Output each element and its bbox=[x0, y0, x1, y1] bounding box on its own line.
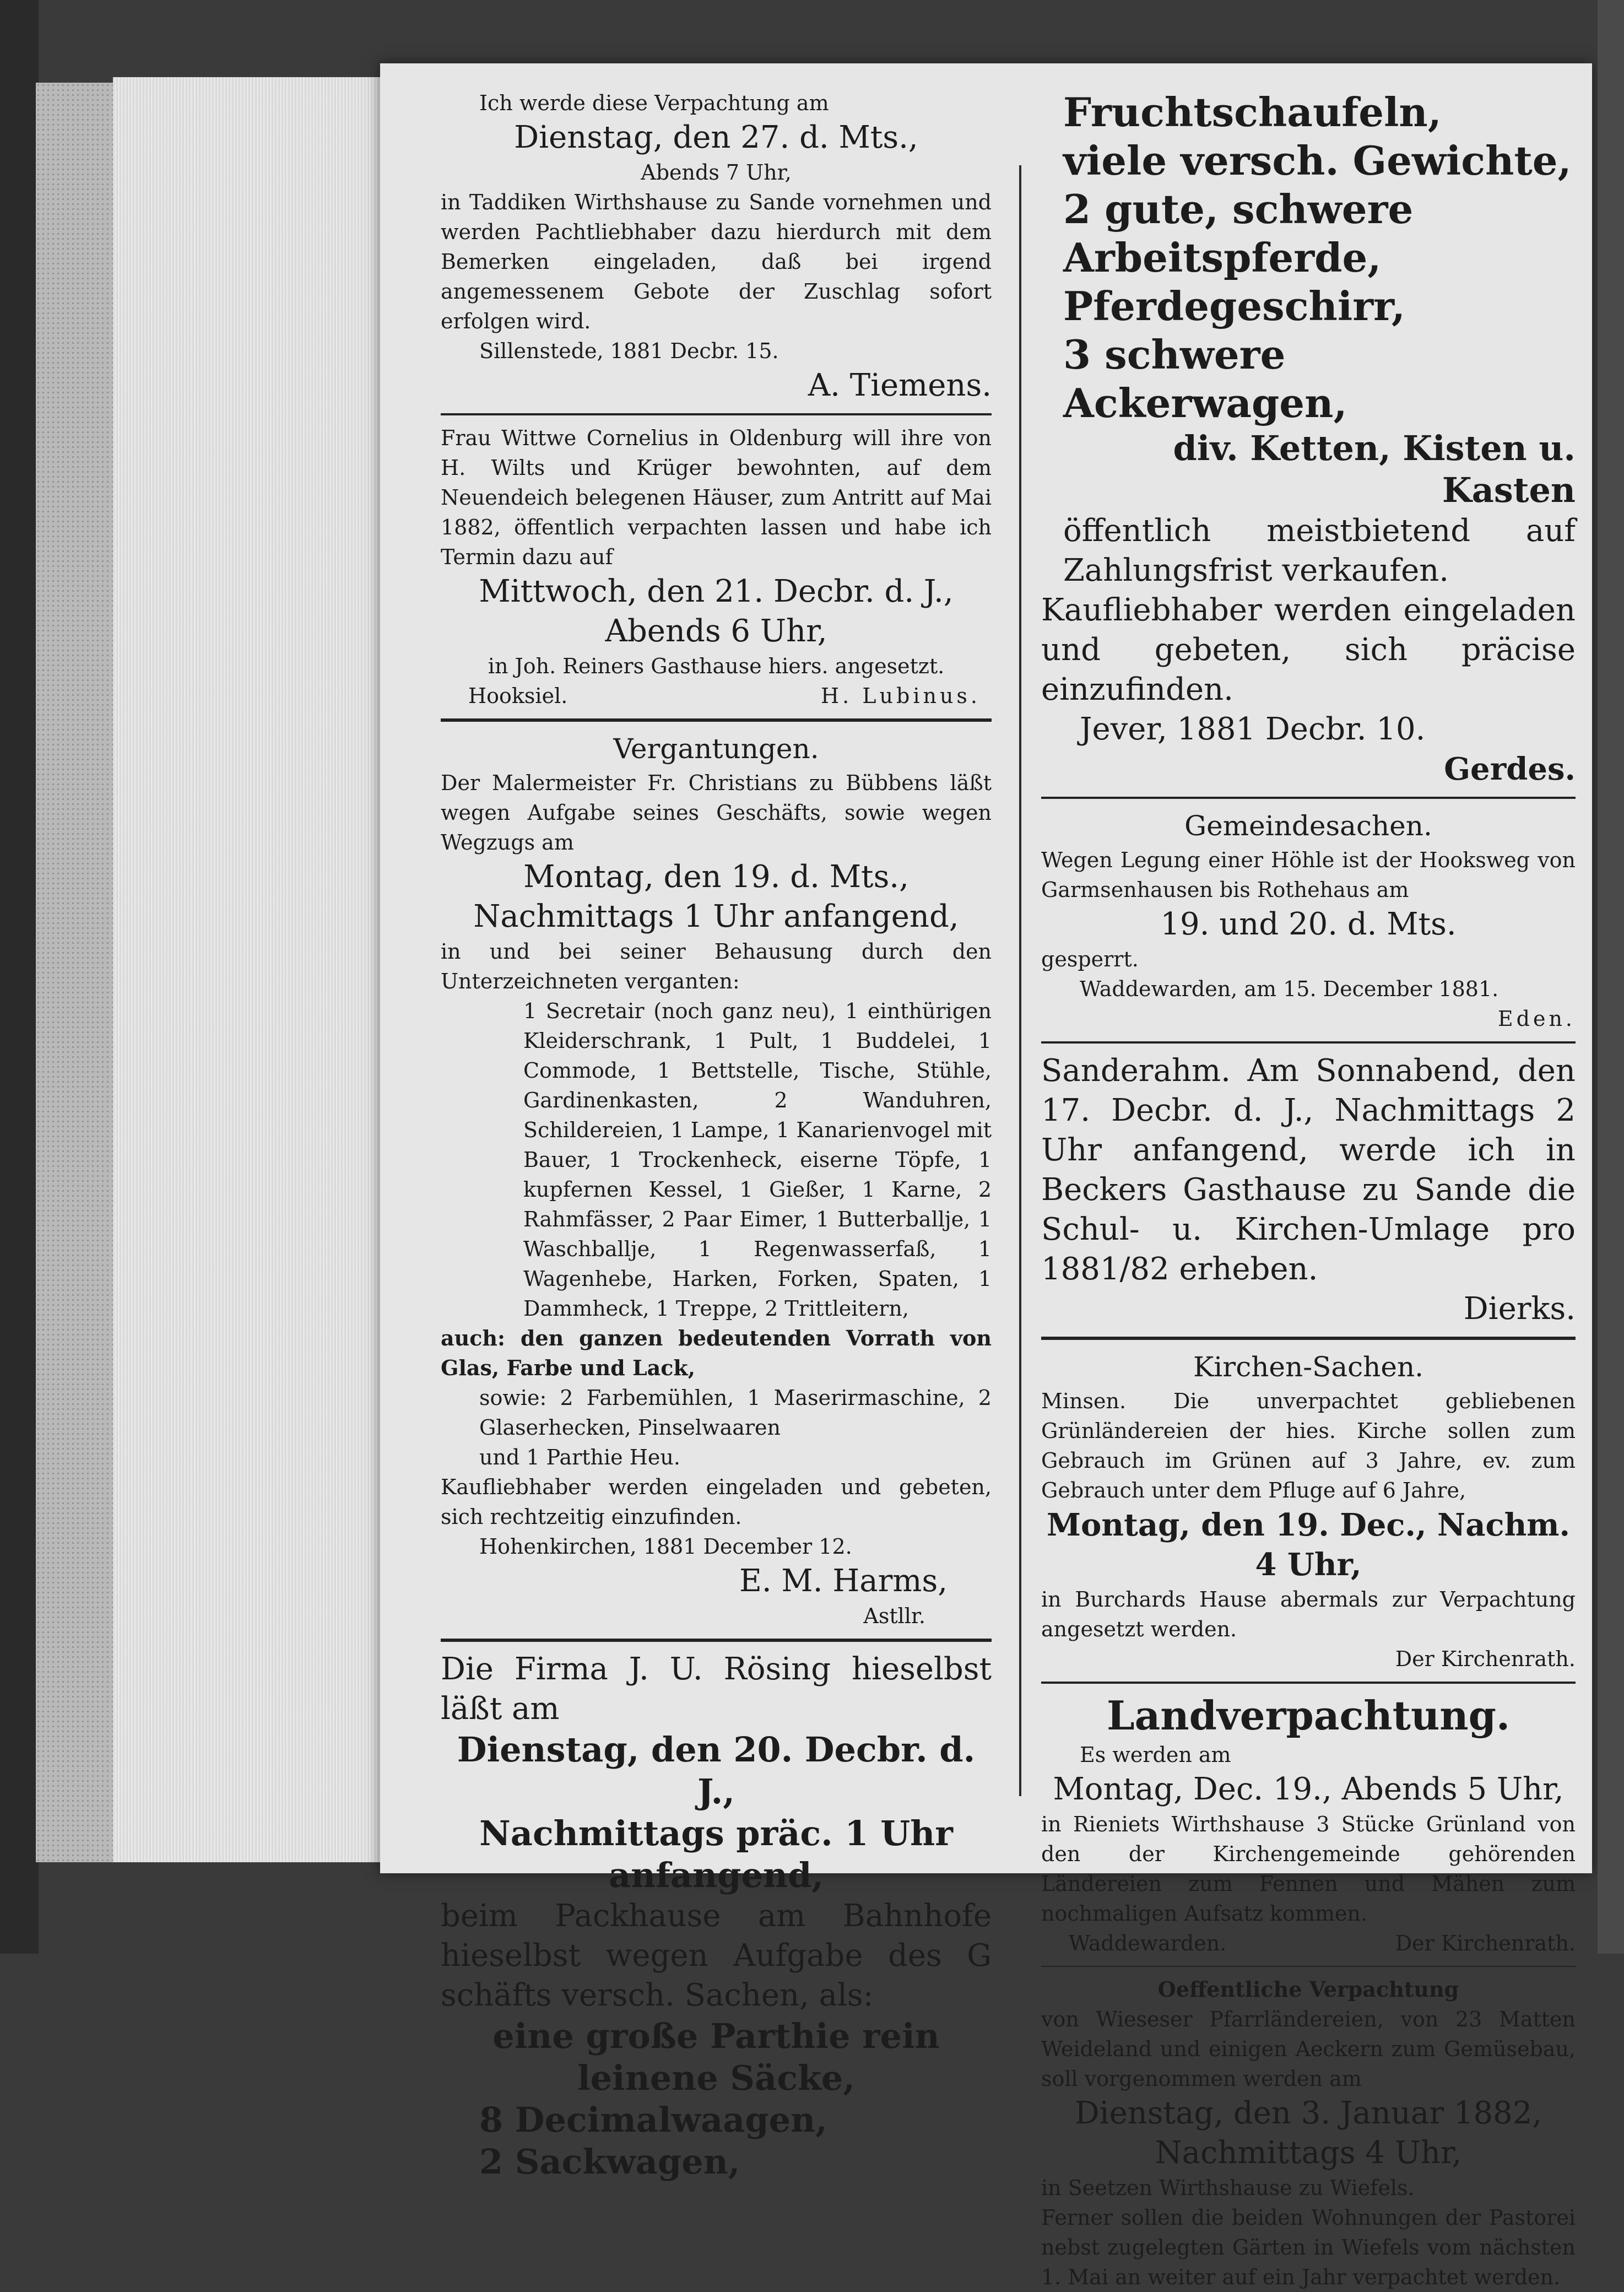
line3: 2 gute, schwere Arbeitspferde, bbox=[1063, 186, 1414, 281]
line6: div. Ketten, Kisten u. Kasten bbox=[1173, 428, 1576, 510]
page-edges bbox=[113, 77, 399, 1862]
heading: Oeffentliche Verpachtung bbox=[1157, 1977, 1459, 2002]
line2: viele versch. Gewichte, bbox=[1063, 137, 1572, 184]
place: Sillenstede, 1881 Decbr. 15. bbox=[479, 339, 779, 363]
signature: Eden. bbox=[1497, 1007, 1576, 1031]
body: Sanderahm. Am Sonnabend, den 17. Decbr. d. J., Nachmittags 2 Uhr anfangend, werde ich in Beckers Gasthause zu Sande die Schul- u. Kirchen-Umlage pro 1881/82 erheben. bbox=[1041, 1053, 1576, 1287]
line8: Kaufliebhaber werden eingeladen und gebeten, sich präcise einzufinden. bbox=[1041, 592, 1576, 707]
signature: H. Lubinus. bbox=[820, 684, 981, 708]
signature: A. Tiemens. bbox=[808, 367, 992, 403]
und: und 1 Parthie Heu. bbox=[479, 1445, 680, 1469]
line7: öffentlich meistbietend auf Zahlungsfrist verkaufen. bbox=[1063, 513, 1576, 588]
place: Hohenkirchen, 1881 December 12. bbox=[479, 1534, 852, 1559]
date: Dienstag, den 27. d. Mts., bbox=[514, 120, 918, 155]
notice-landverpachtung bbox=[1041, 1691, 1576, 1958]
notice-gerdes bbox=[1041, 88, 1576, 789]
body2: in Burchards Hause abermals zur Verpachtung angesetzt werden. bbox=[1041, 1587, 1576, 1641]
divider bbox=[1041, 1041, 1576, 1044]
divider bbox=[1041, 797, 1576, 799]
body: von Wieseser Pfarrländereien, von 23 Matten Weideland und einigen Aeckern zum Gemüsebau, soll vorgenommen werden am bbox=[1041, 2007, 1576, 2091]
column-divider bbox=[1019, 165, 1021, 1796]
time: Nachmittags 1 Uhr anfangend, bbox=[473, 899, 959, 934]
line5: 3 schwere Ackerwagen, bbox=[1063, 331, 1347, 426]
place: Waddewarden, am 15. December 1881. bbox=[1080, 977, 1499, 1001]
date: Dienstag, den 3. Januar 1882, bbox=[1074, 2095, 1542, 2131]
auch: auch: den ganzen bedeutenden Vorrath von Glas, Farbe und Lack, bbox=[441, 1326, 992, 1380]
signature: Der Kirchenrath. bbox=[1395, 1931, 1576, 1955]
line2: Dienstag, den 20. Decbr. d. J., bbox=[457, 1729, 976, 1812]
place: Hooksiel. bbox=[468, 684, 568, 708]
time: Nachmittags 4 Uhr, bbox=[1155, 2135, 1462, 2171]
line1: Die Firma J. U. Rösing hieselbst läßt am bbox=[441, 1651, 992, 1727]
signature: Gerdes. bbox=[1444, 751, 1576, 787]
intro: Es werden am bbox=[1080, 1743, 1231, 1767]
items: 1 Secretair (noch ganz neu), 1 einthürigen Kleiderschrank, 1 Pult, 1 Buddelei, 1 Commode, 1 Bettstelle, Tische, Stühle, Gardinenkasten, 2 Wanduhren, Schildereien, 1 Lampe, 1 Kanarienvogel mit Bauer, 1 Trockenheck, eiserne Töpfe, 1 kupfernen Kessel, 1 Gießer, 1 Karne, 2 Rahmfässer, 2 Paar Eimer, 1 Butterballje, 1 Waschballje, 1 Regenwasserfaß, 1 Wagenhebe, Harken, Forken, Spaten, 1 Dammheck, 1 Treppe, 2 Trittleitern, bbox=[523, 999, 992, 1321]
notice-gemeindesachen bbox=[1041, 807, 1576, 1034]
notice-kirchensachen bbox=[1041, 1348, 1576, 1674]
time: Abends 6 Uhr, bbox=[605, 613, 827, 649]
heading: Landverpachtung. bbox=[1106, 1692, 1511, 1739]
notice-cornelius bbox=[441, 423, 992, 711]
place: Jever, 1881 Decbr. 10. bbox=[1080, 711, 1426, 747]
body: Der Malermeister Fr. Christians zu Bübbens läßt wegen Aufgabe seines Geschäfts, sowie wegen Wegzugs am bbox=[441, 771, 992, 855]
location: in Seetzen Wirthshause zu Wiefels. bbox=[1041, 2176, 1415, 2200]
left-column bbox=[441, 88, 992, 2183]
notice-vergantungen bbox=[441, 729, 992, 1631]
divider bbox=[441, 718, 992, 722]
body: in Rieniets Wirthshause 3 Stücke Grünland von den der Kirchengemeinde gehörenden Ländereien zum Fennen und Mähen zum nochmaligen Aufsatz kommen. bbox=[1041, 1812, 1576, 1926]
body: in Taddiken Wirthshause zu Sande vornehmen und werden Pachtliebhaber dazu hierdurch mit dem Bemerken eingeladen, daß bei irgend angemessenem Gebote der Zuschlag sofort erfolgen wird. bbox=[441, 190, 992, 333]
divider bbox=[1041, 1682, 1576, 1684]
body: Minsen. Die unverpachtet gebliebenen Grünländereien der hies. Kirche sollen zum Gebrauch im Grünen auf 3 Jahre, ev. zum Gebrauch unter dem Pfluge auf 6 Jahre, bbox=[1041, 1389, 1576, 1502]
divider bbox=[1041, 1337, 1576, 1340]
line1: Fruchtschaufeln, bbox=[1063, 89, 1442, 136]
sowie: sowie: 2 Farbemühlen, 1 Maserirmaschine, 2 Glaserhecken, Pinselwaaren bbox=[479, 1386, 992, 1440]
date: 19. und 20. d. Mts. bbox=[1160, 906, 1457, 942]
date: Montag, Dec. 19., Abends 5 Uhr, bbox=[1053, 1771, 1564, 1807]
background-right bbox=[1598, 0, 1624, 1954]
place: Waddewarden. bbox=[1069, 1931, 1227, 1955]
closed: gesperrt. bbox=[1041, 947, 1139, 971]
signature: E. M. Harms, bbox=[739, 1563, 948, 1599]
line3: Nachmittags präc. 1 Uhr anfangend, bbox=[479, 1813, 953, 1895]
body: Frau Wittwe Cornelius in Oldenburg will ihre von H. Wilts und Krüger bewohnten, auf dem Neuendeich belegenen Häuser, zum Antritt auf Mai 1882, öffentlich verpachten lassen und habe ich Termin dazu auf bbox=[441, 426, 992, 569]
date: Montag, den 19. Dec., Nachm. 4 Uhr, bbox=[1046, 1507, 1571, 1583]
heading: Vergantungen. bbox=[613, 733, 819, 765]
location: in Joh. Reiners Gasthause hiers. angesetzt. bbox=[488, 654, 945, 678]
date: Montag, den 19. d. Mts., bbox=[523, 859, 909, 895]
book-cover-edge bbox=[36, 83, 124, 1862]
body: Wegen Legung einer Höhle ist der Hooksweg von Garmsenhausen bis Rothehaus am bbox=[1041, 848, 1576, 902]
invite: Kaufliebhaber werden eingeladen und gebeten, sich rechtzeitig einzufinden. bbox=[441, 1475, 992, 1529]
heading: Kirchen-Sachen. bbox=[1193, 1351, 1424, 1383]
divider bbox=[441, 1639, 992, 1642]
line4: Pferdegeschirr, bbox=[1063, 283, 1405, 329]
divider bbox=[441, 413, 992, 415]
notice-roesing bbox=[441, 1650, 992, 2183]
notice-oeffentliche-verpachtung bbox=[1041, 1975, 1576, 2292]
line4: beim Packhause am Bahnhofe hieselbst wegen Aufgabe des G schäfts versch. Sachen, als: bbox=[441, 1898, 992, 2013]
time: Abends 7 Uhr, bbox=[641, 160, 792, 185]
notice-tiemens bbox=[441, 88, 992, 406]
notice-sanderahm bbox=[1041, 1051, 1576, 1329]
signature: Der Kirchenrath. bbox=[1395, 1647, 1576, 1671]
signature: Dierks. bbox=[1463, 1291, 1576, 1327]
signature-title: Astllr. bbox=[863, 1604, 925, 1628]
date: Mittwoch, den 21. Decbr. d. J., bbox=[479, 574, 954, 609]
line7: 2 Sackwagen, bbox=[479, 2142, 740, 2182]
body2: in und bei seiner Behausung durch den Unterzeichneten verganten: bbox=[441, 939, 992, 993]
footer bbox=[441, 681, 992, 711]
heading: Gemeindesachen. bbox=[1184, 810, 1432, 842]
background-left bbox=[0, 0, 39, 1954]
body2: Ferner sollen die beiden Wohnungen der Pastorei nebst zugelegten Gärten in Wiefels vom nächsten 1. Mai an weiter auf ein Jahr verpachtet werden. bbox=[1041, 2205, 1576, 2289]
intro: Ich werde diese Verpachtung am bbox=[479, 91, 829, 115]
line6: 8 Decimalwaagen, bbox=[479, 2100, 827, 2140]
right-column bbox=[1041, 88, 1576, 2292]
divider bbox=[1041, 1966, 1576, 1967]
line5: eine große Parthie rein leinene Säcke, bbox=[492, 2016, 940, 2098]
